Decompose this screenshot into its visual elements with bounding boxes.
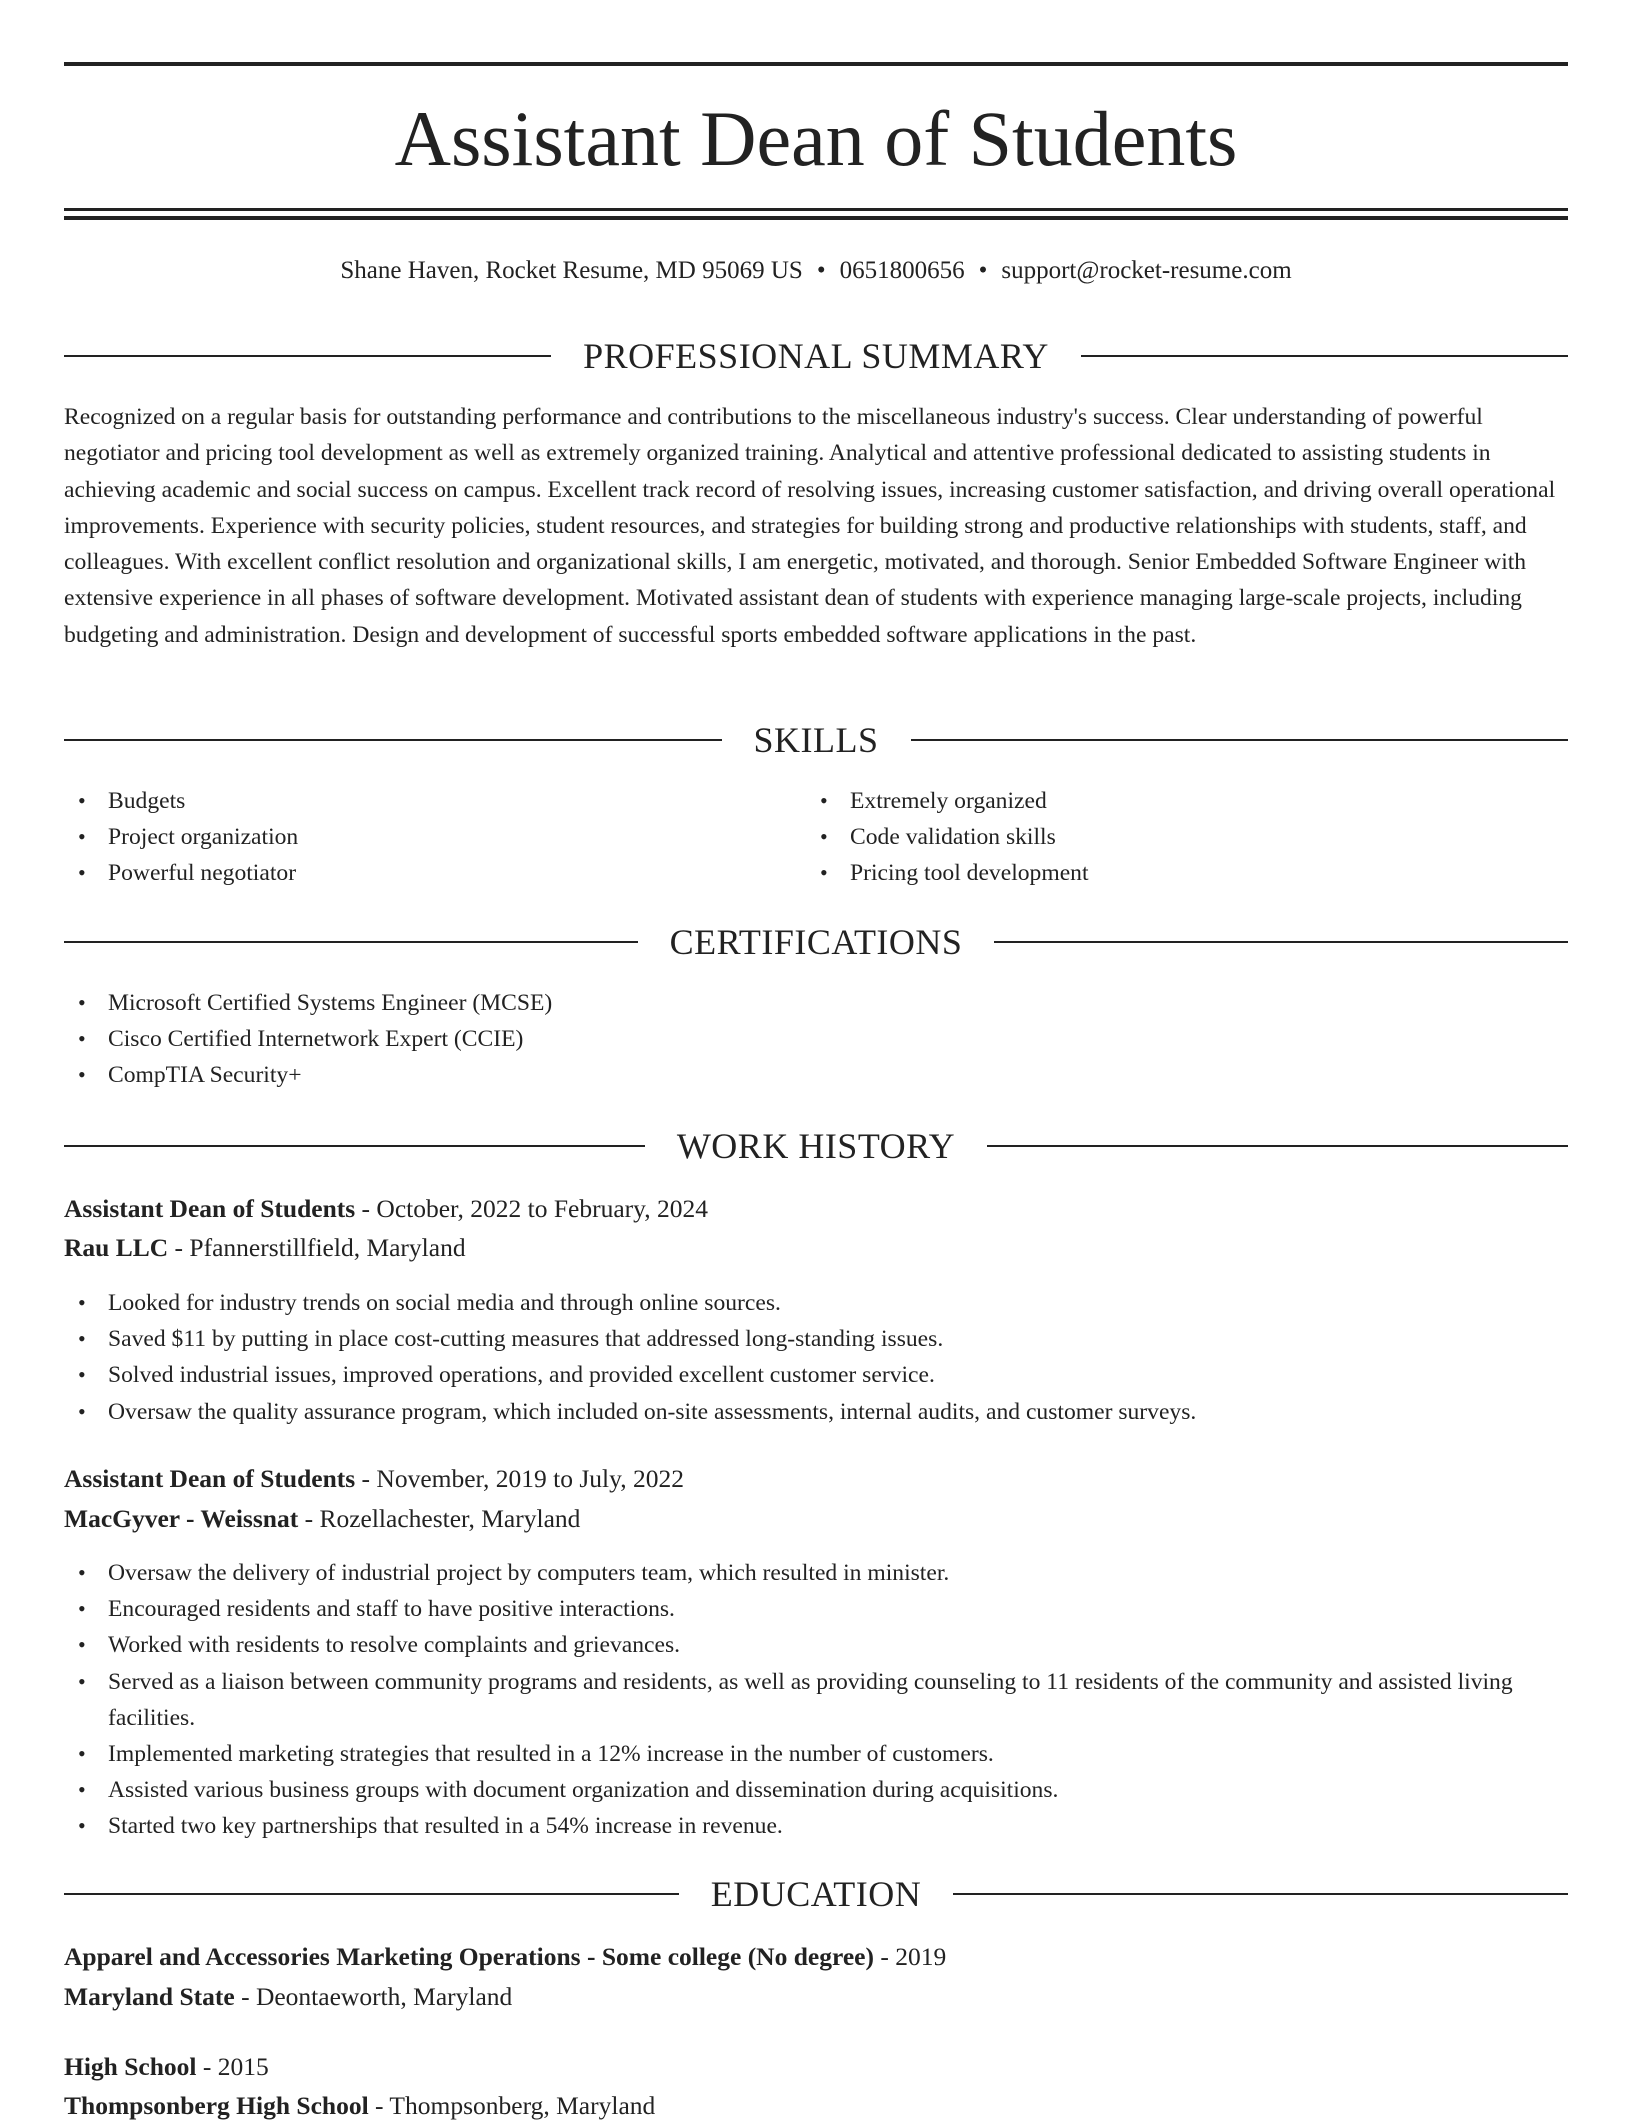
job-title: Assistant Dean of Students bbox=[64, 1194, 356, 1223]
job-bullet: • Served as a liaison between community programs and residents, as well as providing counseling to 11 residents of the community and assisted living facilities. bbox=[108, 1664, 1568, 1736]
certification-item: • Microsoft Certified Systems Engineer (MCSE) bbox=[108, 985, 1568, 1021]
top-rule bbox=[64, 62, 1568, 66]
job-title-line bbox=[64, 1462, 1568, 1496]
job-company-line bbox=[64, 1502, 1568, 1536]
skills-list-right bbox=[806, 783, 1550, 892]
heading-rule-left bbox=[64, 941, 638, 943]
certification-item: • CompTIA Security+ bbox=[108, 1057, 1568, 1093]
job-bullet: • Encouraged residents and staff to have positive interactions. bbox=[108, 1591, 1568, 1627]
education-year: - 2019 bbox=[873, 1942, 947, 1971]
contact-email: support@rocket-resume.com bbox=[1001, 257, 1292, 284]
job-location: - Rozellachester, Maryland bbox=[298, 1504, 581, 1533]
skills-heading-title: SKILLS bbox=[753, 720, 879, 760]
job-title: Assistant Dean of Students bbox=[64, 1464, 356, 1493]
skill-item: • Budgets bbox=[108, 783, 808, 819]
job-title-line bbox=[64, 1192, 1568, 1226]
contact-separator: • bbox=[816, 257, 826, 284]
job-bullet: • Solved industrial issues, improved operations, and provided excellent customer service. bbox=[108, 1357, 1568, 1393]
education-school: Maryland State bbox=[64, 1982, 235, 2011]
job-bullet: • Assisted various business groups with document organization and dissemination during acquisitions. bbox=[108, 1772, 1568, 1808]
work-heading-title: WORK HISTORY bbox=[676, 1126, 956, 1166]
education-heading-title: EDUCATION bbox=[710, 1874, 922, 1914]
heading-rule-left bbox=[64, 739, 722, 741]
work-heading bbox=[64, 1124, 1568, 1168]
job-bullet: • Saved $11 by putting in place cost-cutting measures that addressed long-standing issues. bbox=[108, 1321, 1568, 1357]
heading-rule-left bbox=[64, 355, 551, 357]
job-bullet: • Oversaw the quality assurance program, which included on-site assessments, internal audits, and customer surveys. bbox=[108, 1394, 1568, 1430]
job-bullet: • Looked for industry trends on social media and through online sources. bbox=[108, 1285, 1568, 1321]
job-dates: - November, 2019 to July, 2022 bbox=[355, 1464, 684, 1493]
certifications-heading bbox=[64, 920, 1568, 964]
education-location: - Deontaeworth, Maryland bbox=[234, 1982, 513, 2011]
certification-item: • Cisco Certified Internetwork Expert (CCIE) bbox=[108, 1021, 1568, 1057]
education-program: Apparel and Accessories Marketing Operations - Some college (No degree) bbox=[64, 1942, 874, 1971]
contact-line bbox=[64, 254, 1568, 288]
job-bullet: • Implemented marketing strategies that resulted in a 12% increase in the number of customers. bbox=[108, 1736, 1568, 1772]
education-school: Thompsonberg High School bbox=[64, 2091, 369, 2120]
skill-item: • Extremely organized bbox=[850, 783, 1550, 819]
education-heading bbox=[64, 1872, 1568, 1916]
summary-heading-title: PROFESSIONAL SUMMARY bbox=[583, 336, 1049, 376]
double-rule bbox=[64, 208, 1568, 220]
heading-rule-left bbox=[64, 1145, 645, 1147]
heading-rule-right bbox=[953, 1893, 1568, 1895]
job-bullets bbox=[64, 1285, 1568, 1430]
education-program-line bbox=[64, 1940, 1568, 1974]
job-bullet: • Started two key partnerships that resulted in a 54% increase in revenue. bbox=[108, 1808, 1568, 1844]
job-bullet: • Oversaw the delivery of industrial project by computers team, which resulted in minister. bbox=[108, 1555, 1568, 1591]
job-location: - Pfannerstillfield, Maryland bbox=[168, 1233, 466, 1262]
heading-rule-right bbox=[987, 1145, 1568, 1147]
summary-text: Recognized on a regular basis for outstanding performance and contributions to the miscellaneous industry's success. Clear understanding of powerful negotiator and pricing tool development as well as extremely organized training. Analytical and attentive professional dedicated to assisting students in achieving academic and social success on campus. Excellent track record of resolving issues, increasing customer satisfaction, and driving overall operational improvements. Experience with security policies, student resources, and strategies for building strong and productive relationships with students, staff, and colleagues. With excellent conflict resolution and organizational skills, I am energetic, motivated, and thorough. Senior Embedded Software Engineer with extensive experience in all phases of software development. Motivated assistant dean of students with experience managing large-scale projects, including budgeting and administration. Design and development of successful sports embedded software applications in the past. bbox=[64, 404, 1556, 648]
education-school-line bbox=[64, 2089, 1568, 2123]
skills-heading bbox=[64, 718, 1568, 762]
education-school-line bbox=[64, 1980, 1568, 2014]
skill-item: • Pricing tool development bbox=[850, 855, 1550, 891]
education-location: - Thompsonberg, Maryland bbox=[368, 2091, 656, 2120]
job-dates: - October, 2022 to February, 2024 bbox=[355, 1194, 709, 1223]
heading-rule-right bbox=[911, 739, 1569, 741]
skill-item: • Project organization bbox=[108, 819, 808, 855]
education-year: - 2015 bbox=[196, 2052, 269, 2081]
heading-rule-left bbox=[64, 1893, 679, 1895]
summary-heading bbox=[64, 334, 1568, 378]
job-bullet: • Worked with residents to resolve complaints and grievances. bbox=[108, 1627, 1568, 1663]
job-company: Rau LLC bbox=[64, 1233, 169, 1262]
heading-rule-right bbox=[1081, 355, 1568, 357]
skills-list-left bbox=[64, 783, 808, 892]
skill-item: • Powerful negotiator bbox=[108, 855, 808, 891]
contact-separator: • bbox=[978, 257, 988, 284]
contact-phone: 0651800656 bbox=[839, 257, 965, 284]
education-program-line bbox=[64, 2050, 1568, 2084]
resume-name: Assistant Dean of Students bbox=[394, 95, 1238, 182]
certifications-list bbox=[64, 985, 1568, 1094]
job-company: MacGyver - Weissnat bbox=[64, 1504, 299, 1533]
certifications-heading-title: CERTIFICATIONS bbox=[669, 922, 963, 962]
contact-address: Shane Haven, Rocket Resume, MD 95069 US bbox=[340, 257, 803, 284]
job-bullets bbox=[64, 1555, 1568, 1845]
heading-rule-right bbox=[994, 941, 1568, 943]
education-program: High School bbox=[64, 2052, 197, 2081]
job-company-line bbox=[64, 1231, 1568, 1265]
skill-item: • Code validation skills bbox=[850, 819, 1550, 855]
